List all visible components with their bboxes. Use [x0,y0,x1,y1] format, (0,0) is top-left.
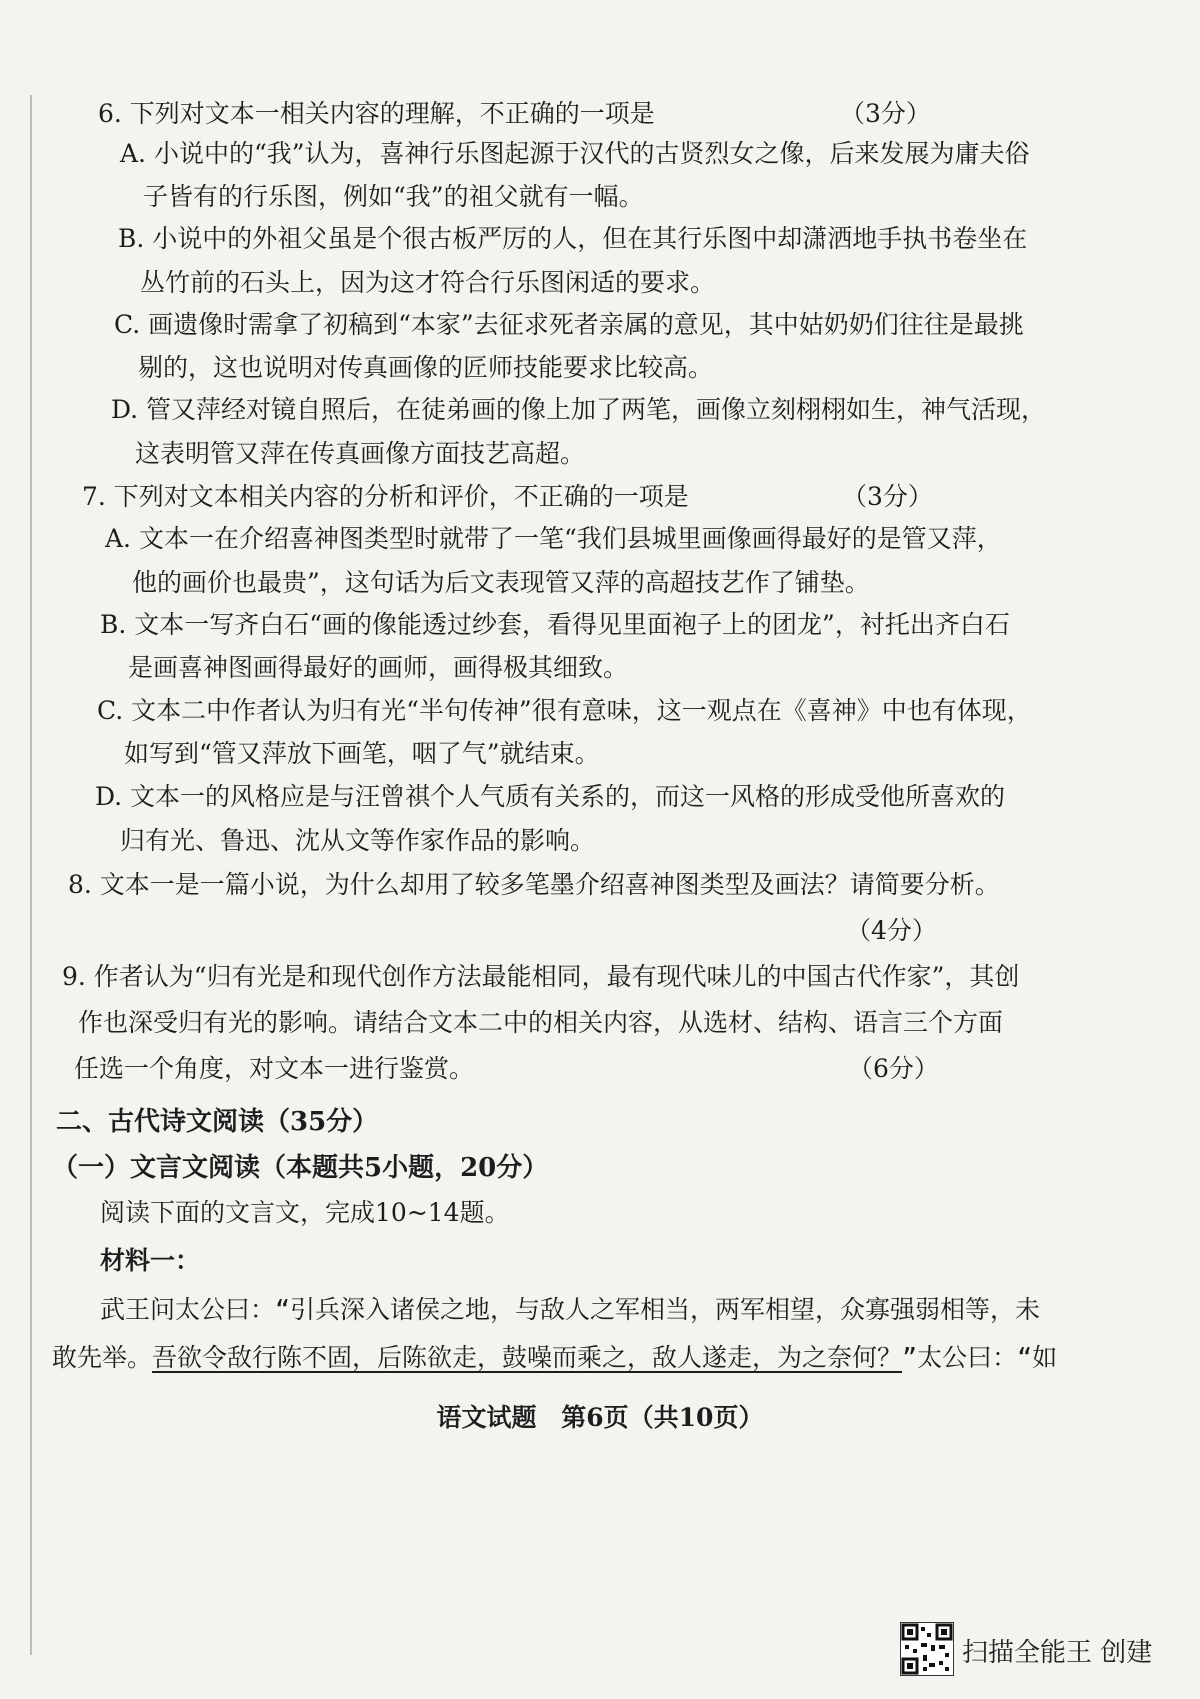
q9-line3: 任选一个角度，对文本一进行鉴赏。 [74,1054,475,1083]
q6-option-d-line1: D. 管又萍经对镜自照后，在徒弟画的像上加了两笔，画像立刻栩栩如生，神气活现， [111,395,1047,424]
footer-subject: 语文试题 [436,1403,537,1432]
q7-option-b-line2: 是画喜神图画得最好的画师，画得极其细致。 [128,653,629,682]
section-2-title: 二、古代诗文阅读（35分） [56,1107,379,1137]
q7-option-a-line1: A. 文本一在介绍喜神图类型时就带了一笔“我们县城里画像画得最好的是管又萍， [105,524,1002,553]
watermark-text: 扫描全能王 创建 [962,1638,1153,1668]
q7-option-c-line2: 如写到“管又萍放下画笔，咽了气”就结束。 [124,739,600,768]
classical-text-line2-pre: 敢先举。 [52,1343,153,1372]
classical-text-line2-post: ”太公曰：“如 [902,1343,1058,1372]
material-label: 材料一： [100,1246,201,1275]
q6-option-b-line2: 丛竹前的石头上，因为这才符合行乐图闲适的要求。 [140,268,716,297]
page-footer [0,1398,1200,1434]
classical-text-underlined-sentence: 吾欲令敌行陈不固，后陈欲走，鼓噪而乘之，敌人遂走，为之奈何？ [152,1343,903,1372]
section-2-instruction: 阅读下面的文言文，完成10~14题。 [100,1198,510,1227]
q9-score: （6分） [848,1054,939,1083]
q6-option-d-line2: 这表明管又萍在传真画像方面技艺高超。 [135,439,586,468]
qr-code-icon [900,1622,954,1676]
scanner-watermark [900,1620,1190,1680]
section-2-subtitle: （一）文言文阅读（本题共5小题，20分） [52,1153,549,1183]
q9-line2: 作也深受归有光的影响。请结合文本二中的相关内容，从选材、结构、语言三个方面 [78,1008,1004,1037]
q7-option-d-line2: 归有光、鲁迅、沈从文等作家作品的影响。 [120,826,596,855]
q6-option-a-line1: A. 小说中的“我”认为，喜神行乐图起源于汉代的古贤烈女之像，后来发展为庸夫俗 [120,139,1030,168]
q6-option-a-line2: 子皆有的行乐图，例如“我”的祖父就有一幅。 [143,182,644,211]
classical-text-line1: 武王问太公曰：“引兵深入诸侯之地，与敌人之军相当，两军相望，众寡强弱相等，未 [100,1295,1041,1324]
q8-score: （4分） [846,916,937,945]
q7-stem: 7. 下列对文本相关内容的分析和评价，不正确的一项是 [82,482,689,511]
q7-option-c-line1: C. 文本二中作者认为归有光“半句传神”很有意味，这一观点在《喜神》中也有体现， [97,696,1032,725]
q6-option-b-line1: B. 小说中的外祖父虽是个很古板严厉的人，但在其行乐图中却潇洒地手执书卷坐在 [118,224,1028,253]
q7-option-a-line2: 他的画价也最贵”，这句话为后文表现管又萍的高超技艺作了铺垫。 [132,568,870,597]
q6-stem: 6. 下列对文本一相关内容的理解，不正确的一项是 [98,99,655,128]
footer-page-number: 第6页（共10页） [561,1403,764,1432]
q7-score: （3分） [842,482,933,511]
q6-option-c-line2: 剔的，这也说明对传真画像的匠师技能要求比较高。 [138,353,714,382]
q8-stem: 8. 文本一是一篇小说，为什么却用了较多笔墨介绍喜神图类型及画法？请简要分析。 [68,870,1000,899]
q9-line1: 9. 作者认为“归有光是和现代创作方法最能相同，最有现代味儿的中国古代作家”，其创 [62,962,1020,991]
classical-text-line2 [52,1340,1057,1376]
q7-option-d-line1: D. 文本一的风格应是与汪曾祺个人气质有关系的，而这一风格的形成受他所喜欢的 [95,782,1006,811]
q7-option-b-line1: B. 文本一写齐白石“画的像能透过纱套，看得见里面袍子上的团龙”，衬托出齐白石 [100,610,1010,639]
q6-option-c-line1: C. 画遗像时需拿了初稿到“本家”去征求死者亲属的意见，其中姑奶奶们往往是最挑 [114,310,1024,339]
q6-score: （3分） [840,99,931,128]
